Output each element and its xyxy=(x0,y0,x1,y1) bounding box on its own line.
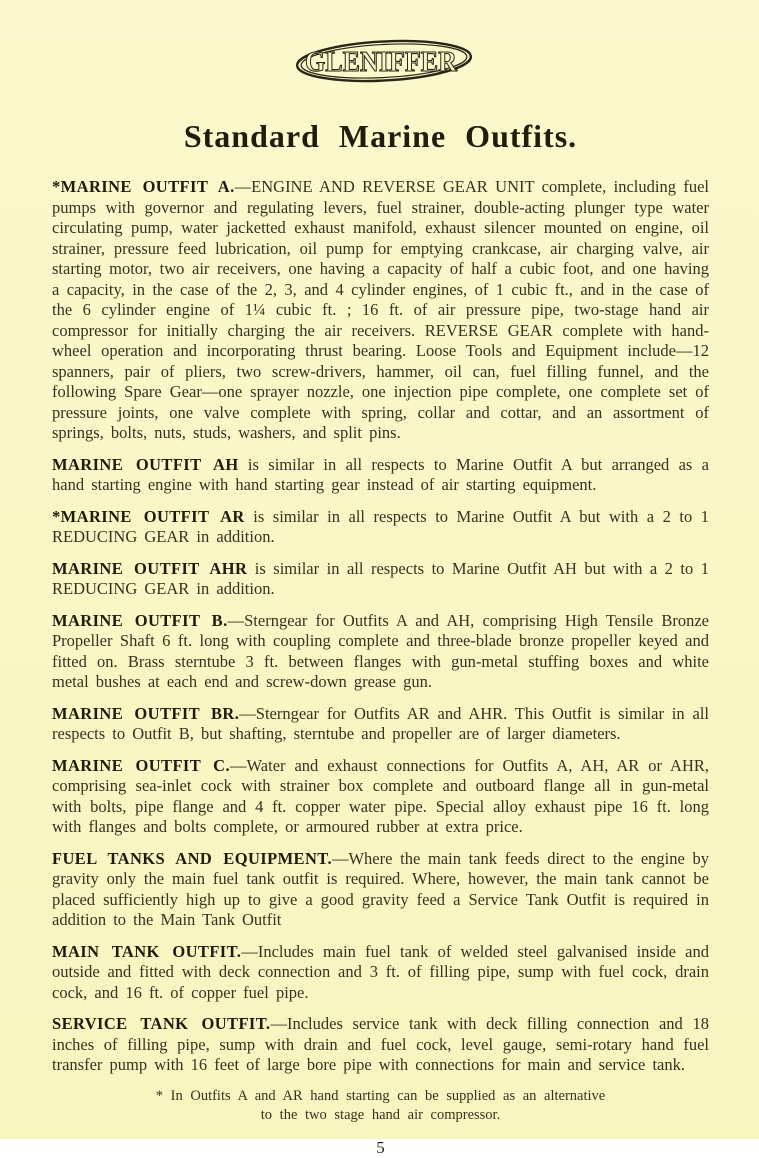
footnote xyxy=(52,1087,709,1125)
outfit-body: is similar in all respects to Marine Outfit A but with a 2 to 1 REDUCING GEAR in addition. xyxy=(52,506,709,546)
outfit-paragraph xyxy=(52,1014,709,1076)
outfit-body: —Includes main fuel tank of welded steel galvanised inside and outside and fitted with deck connection and 3 ft. of filling pipe, sump with fuel cock, drain cock, and 16 ft. of copper fuel pipe. xyxy=(52,941,710,1002)
outfit-paragraph xyxy=(52,611,709,693)
outfit-heading: MARINE OUTFIT C. xyxy=(52,755,231,775)
outfit-heading: *MARINE OUTFIT A. xyxy=(52,177,235,196)
outfit-paragraph xyxy=(52,849,709,931)
outfit-heading: SERVICE TANK OUTFIT. xyxy=(52,1014,271,1033)
outfit-paragraph xyxy=(52,756,709,838)
outfit-body: —Where the main tank feeds direct to the engine by gravity only the main fuel tank outfit is required. Where, however, the main tank cannot be placed sufficiently high up to give a good gravity feed a Service Tank Outfit is required in addition to the Main Tank Outfit xyxy=(52,848,709,929)
gleniffer-logo-icon xyxy=(288,34,474,88)
outfit-heading: FUEL TANKS AND EQUIPMENT. xyxy=(52,848,332,868)
paragraph-list xyxy=(52,177,709,1076)
footnote-line-1: * In Outfits A and AR hand starting can be supplied as an alternative xyxy=(155,1087,606,1104)
logo-text: GLENIFFER xyxy=(304,46,458,78)
outfit-body: —Sterngear for Outfits AR and AHR. This Outfit is similar in all respects to Outfit B, but shafting, sterntube and propeller are of larger diameters. xyxy=(52,703,709,743)
outfit-body: —Sterngear for Outfits A and AH, comprising High Tensile Bronze Propeller Shaft 6 ft. long with coupling complete and three-blade bronze propeller keyed and fitted on. Brass sterntube 3 ft. between flanges with gun-metal stuffing boxes and white metal bushes at each end and screw-down grease gun. xyxy=(52,610,709,691)
outfit-heading: MARINE OUTFIT AH xyxy=(52,454,239,474)
outfit-heading: *MARINE OUTFIT AR xyxy=(52,506,245,526)
outfit-paragraph xyxy=(52,704,709,745)
outfit-paragraph xyxy=(52,455,709,496)
outfit-body: —Water and exhaust connections for Outfits A, AH, AR or AHR, comprising sea-inlet cock with strainer box complete and outboard flange all in gun-metal with bolts, pipe flange and 4 ft. copper water pipe. Special alloy exhaust pipe 16 ft. long with flanges and bolts complete, or armoured rubber at extra price. xyxy=(52,755,709,836)
outfit-paragraph xyxy=(52,507,709,548)
page-number: 5 xyxy=(376,1137,385,1157)
footnote-line-2: to the two stage hand air compressor. xyxy=(260,1106,501,1123)
brand-logo xyxy=(52,34,709,88)
outfit-body: —Includes service tank with deck filling connection and 18 inches of filling pipe, sump with drain and fuel cock, level gauge, semi-rotary hand fuel transfer pump with 16 feet of large bore pipe with connections for main and service tank. xyxy=(52,1014,709,1074)
outfit-paragraph xyxy=(52,942,709,1004)
outfit-body: is similar in all respects to Marine Outfit AH but with a 2 to 1 REDUCING GEAR in addition. xyxy=(52,558,709,598)
outfit-heading: MARINE OUTFIT B. xyxy=(52,610,228,630)
outfit-paragraph xyxy=(52,559,709,600)
outfit-heading: MARINE OUTFIT AHR xyxy=(52,558,248,578)
outfit-heading: MAIN TANK OUTFIT. xyxy=(52,941,242,961)
outfit-paragraph xyxy=(52,177,709,444)
outfit-heading: MARINE OUTFIT BR. xyxy=(52,703,240,723)
outfit-body: is similar in all respects to Marine Outfit A but arranged as a hand starting engine with hand starting gear instead of air starting equipment. xyxy=(52,454,709,494)
outfit-body: —ENGINE AND REVERSE GEAR UNIT complete, including fuel pumps with governor and regulating levers, fuel strainer, double-acting plunger type water circulating pump, water jacketted exhaust manifold, exhaust silencer mounted on engine, oil strainer, pressure feed lubrication, oil pump for emptying crankcase, air charging valve, air starting motor, two air receivers, one having a capacity of half a cubic foot, and one having a capacity, in the case of the 2, 3, and 4 cylinder engines, of 1 cubic ft., and in the case of the 6 cylinder engine of 1¼ cubic ft. ; 16 ft. of air pressure pipe, two-stage hand air compressor for initially charging the air receivers. REVERSE GEAR complete with hand-wheel operation and incorporating thrust bearing. Loose Tools and Equipment include—12 spanners, pair of pliers, two screw-drivers, hammer, oil can, fuel filling funnel, and the following Spare Gear—one sprayer nozzle, one injection pipe complete, one complete set of pressure joints, one valve complete with spring, collar and cottar, and an assortment of springs, bolts, nuts, studs, washers, and split pins. xyxy=(52,177,709,442)
page-title: Standard Marine Outfits. xyxy=(183,118,578,154)
